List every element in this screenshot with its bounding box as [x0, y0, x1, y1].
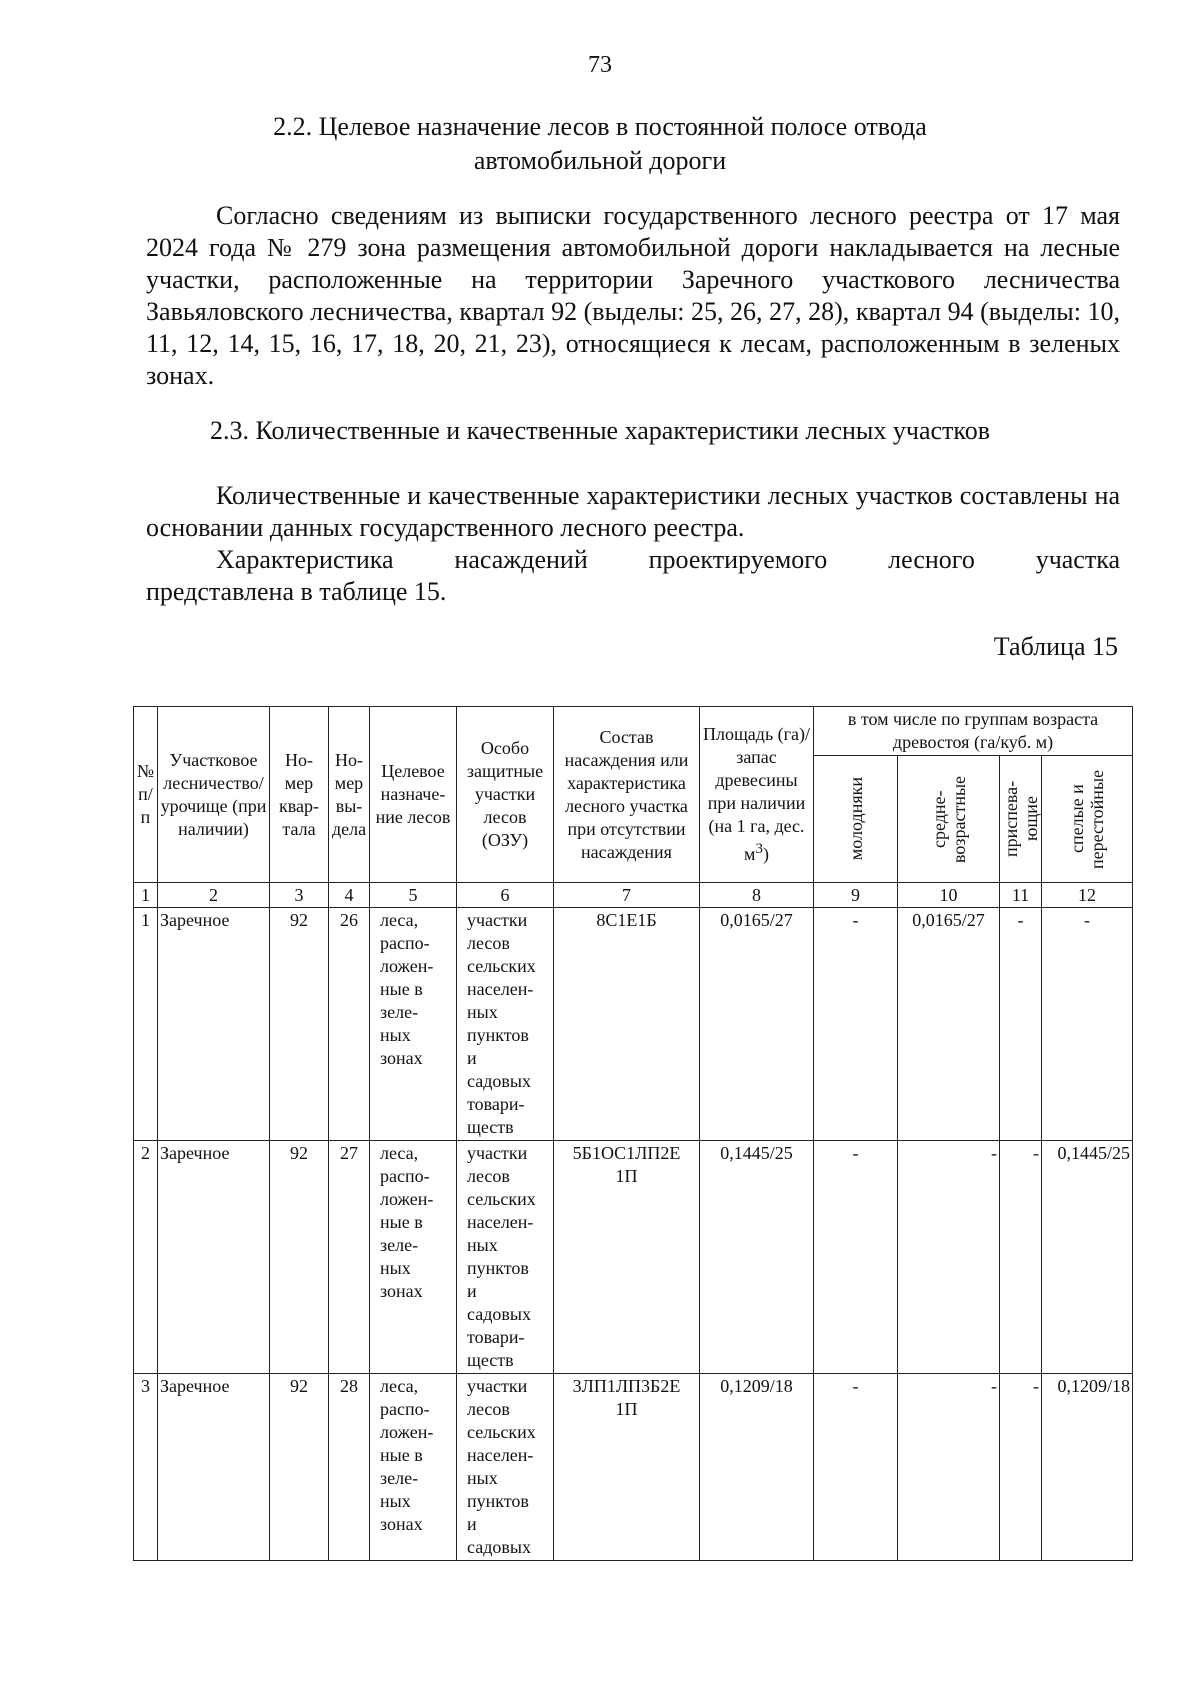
cell-forestry: Заречное — [158, 1374, 270, 1561]
header-area-close: ) — [762, 844, 769, 864]
cell-young: - — [814, 1141, 898, 1374]
header-age-groups: в том числе по группам возраста древостоя (га/куб. м) — [814, 707, 1133, 756]
cell-purpose: леса, распо- ложен- ные в зеле- ных зонах — [370, 908, 457, 1141]
header-mature-label: спелые и перестойные — [1067, 769, 1108, 869]
header-area — [700, 707, 814, 883]
cell-middle: 0,0165/27 — [898, 908, 1000, 1141]
header-young-label: молодняки — [845, 777, 866, 861]
cell-ripening: - — [1000, 908, 1042, 1141]
table-row — [134, 1141, 1133, 1374]
cell-young: - — [814, 908, 898, 1141]
cell-mature: 0,1209/18 — [1042, 1374, 1133, 1561]
cell-plot: 28 — [329, 1374, 370, 1561]
section-2-3-paragraph1: Количественные и качественные характеристики лесных участков составлены на основании данных государственного лесного реестра. — [146, 481, 1120, 542]
cell-plot: 27 — [329, 1141, 370, 1374]
header-middle — [898, 756, 1000, 883]
section-2-3-title: 2.3. Количественные и качественные характеристики лесных участков — [210, 416, 990, 445]
column-numbers-row — [134, 883, 1133, 908]
cell-composition: 3ЛП1ЛП3Б2Е 1П — [554, 1374, 700, 1561]
header-quarter: Но-мер квар-тала — [270, 707, 329, 883]
table-row — [134, 908, 1133, 1141]
header-ozu: Особо защитные участки лесов (ОЗУ) — [457, 707, 554, 883]
cell-num: 1 — [134, 908, 158, 1141]
cell-ozu: участки лесов сельских населен- ных пунктов и садовых товари- ществ — [457, 908, 554, 1141]
column-number: 7 — [554, 883, 700, 908]
cell-plot: 26 — [329, 908, 370, 1141]
table-row — [134, 1374, 1133, 1561]
cell-ripening: - — [1000, 1374, 1042, 1561]
column-number: 1 — [134, 883, 158, 908]
page-number: 73 — [588, 52, 612, 78]
header-area-main: Площадь (га)/запас древесины при наличии (на 1 га, дес. м — [702, 724, 811, 864]
header-ripening-label: приспева-ющие — [1000, 780, 1041, 858]
column-number: 12 — [1042, 883, 1133, 908]
column-number: 2 — [158, 883, 270, 908]
header-composition: Состав насаждения или характеристика лесного участка при отсутствии насаждения — [554, 707, 700, 883]
header-young — [814, 756, 898, 883]
section-2-3-paragraph2-line1: Характеристика насаждений проектируемого лесного участка — [216, 545, 1120, 574]
column-number: 9 — [814, 883, 898, 908]
header-mature — [1042, 756, 1133, 883]
header-num: № п/п — [134, 707, 158, 883]
cell-middle: - — [898, 1141, 1000, 1374]
cell-ripening: - — [1000, 1141, 1042, 1374]
column-number: 5 — [370, 883, 457, 908]
cell-mature: 0,1445/25 — [1042, 1141, 1133, 1374]
cell-composition: 8С1Е1Б — [554, 908, 700, 1141]
section-2-2-title-line2: автомобильной дороги — [473, 146, 727, 175]
forest-characteristics-table — [133, 706, 1133, 1561]
cell-purpose: леса, распо- ложен- ные в зеле- ных зонах — [370, 1374, 457, 1561]
cell-composition: 5Б1ОС1ЛП2Е 1П — [554, 1141, 700, 1374]
column-number: 8 — [700, 883, 814, 908]
section-2-2-title-line1: 2.2. Целевое назначение лесов в постоянной полосе отвода — [273, 112, 927, 141]
cell-purpose: леса, распо- ложен- ные в зеле- ных зонах — [370, 1141, 457, 1374]
cell-forestry: Заречное — [158, 908, 270, 1141]
cell-middle: - — [898, 1374, 1000, 1561]
column-number: 6 — [457, 883, 554, 908]
header-area-sup: 3 — [755, 841, 763, 857]
header-plot: Но-мер вы-дела — [329, 707, 370, 883]
column-number: 4 — [329, 883, 370, 908]
cell-quarter: 92 — [270, 1374, 329, 1561]
cell-mature: - — [1042, 908, 1133, 1141]
header-forestry: Участковое лесничество/ урочище (при наличии) — [158, 707, 270, 883]
cell-quarter: 92 — [270, 908, 329, 1141]
cell-young: - — [814, 1374, 898, 1561]
section-2-2-paragraph: Согласно сведениям из выписки государственного лесного реестра от 17 мая 2024 года № 279 зона размещения автомобильной дороги накладывается на лесные участки, расположенные на территории Заречного участкового лесничества Завьяловского лесничества, квартал 92 (выделы: 25, 26, 27, 28), квартал 94 (выделы: 10, 11, 12, 14, 15, 16, 17, 18, 20, 21, 23), относящиеся к лесам, расположенным в зеленых зонах. — [146, 201, 1120, 390]
header-ripening — [1000, 756, 1042, 883]
cell-area: 0,1209/18 — [700, 1374, 814, 1561]
cell-area: 0,0165/27 — [700, 908, 814, 1141]
cell-ozu: участки лесов сельских населен- ных пунктов и садовых — [457, 1374, 554, 1561]
cell-area: 0,1445/25 — [700, 1141, 814, 1374]
header-purpose: Целевое назначе-ние лесов — [370, 707, 457, 883]
cell-quarter: 92 — [270, 1141, 329, 1374]
cell-forestry: Заречное — [158, 1141, 270, 1374]
table-caption: Таблица 15 — [993, 632, 1118, 661]
section-2-3-paragraph2-line2: представлена в таблице 15. — [146, 577, 447, 606]
cell-num: 3 — [134, 1374, 158, 1561]
column-number: 11 — [1000, 883, 1042, 908]
header-middle-label: средне-возрастные — [928, 775, 969, 863]
column-number: 3 — [270, 883, 329, 908]
column-number: 10 — [898, 883, 1000, 908]
cell-ozu: участки лесов сельских населен- ных пунктов и садовых товари- ществ — [457, 1141, 554, 1374]
cell-num: 2 — [134, 1141, 158, 1374]
